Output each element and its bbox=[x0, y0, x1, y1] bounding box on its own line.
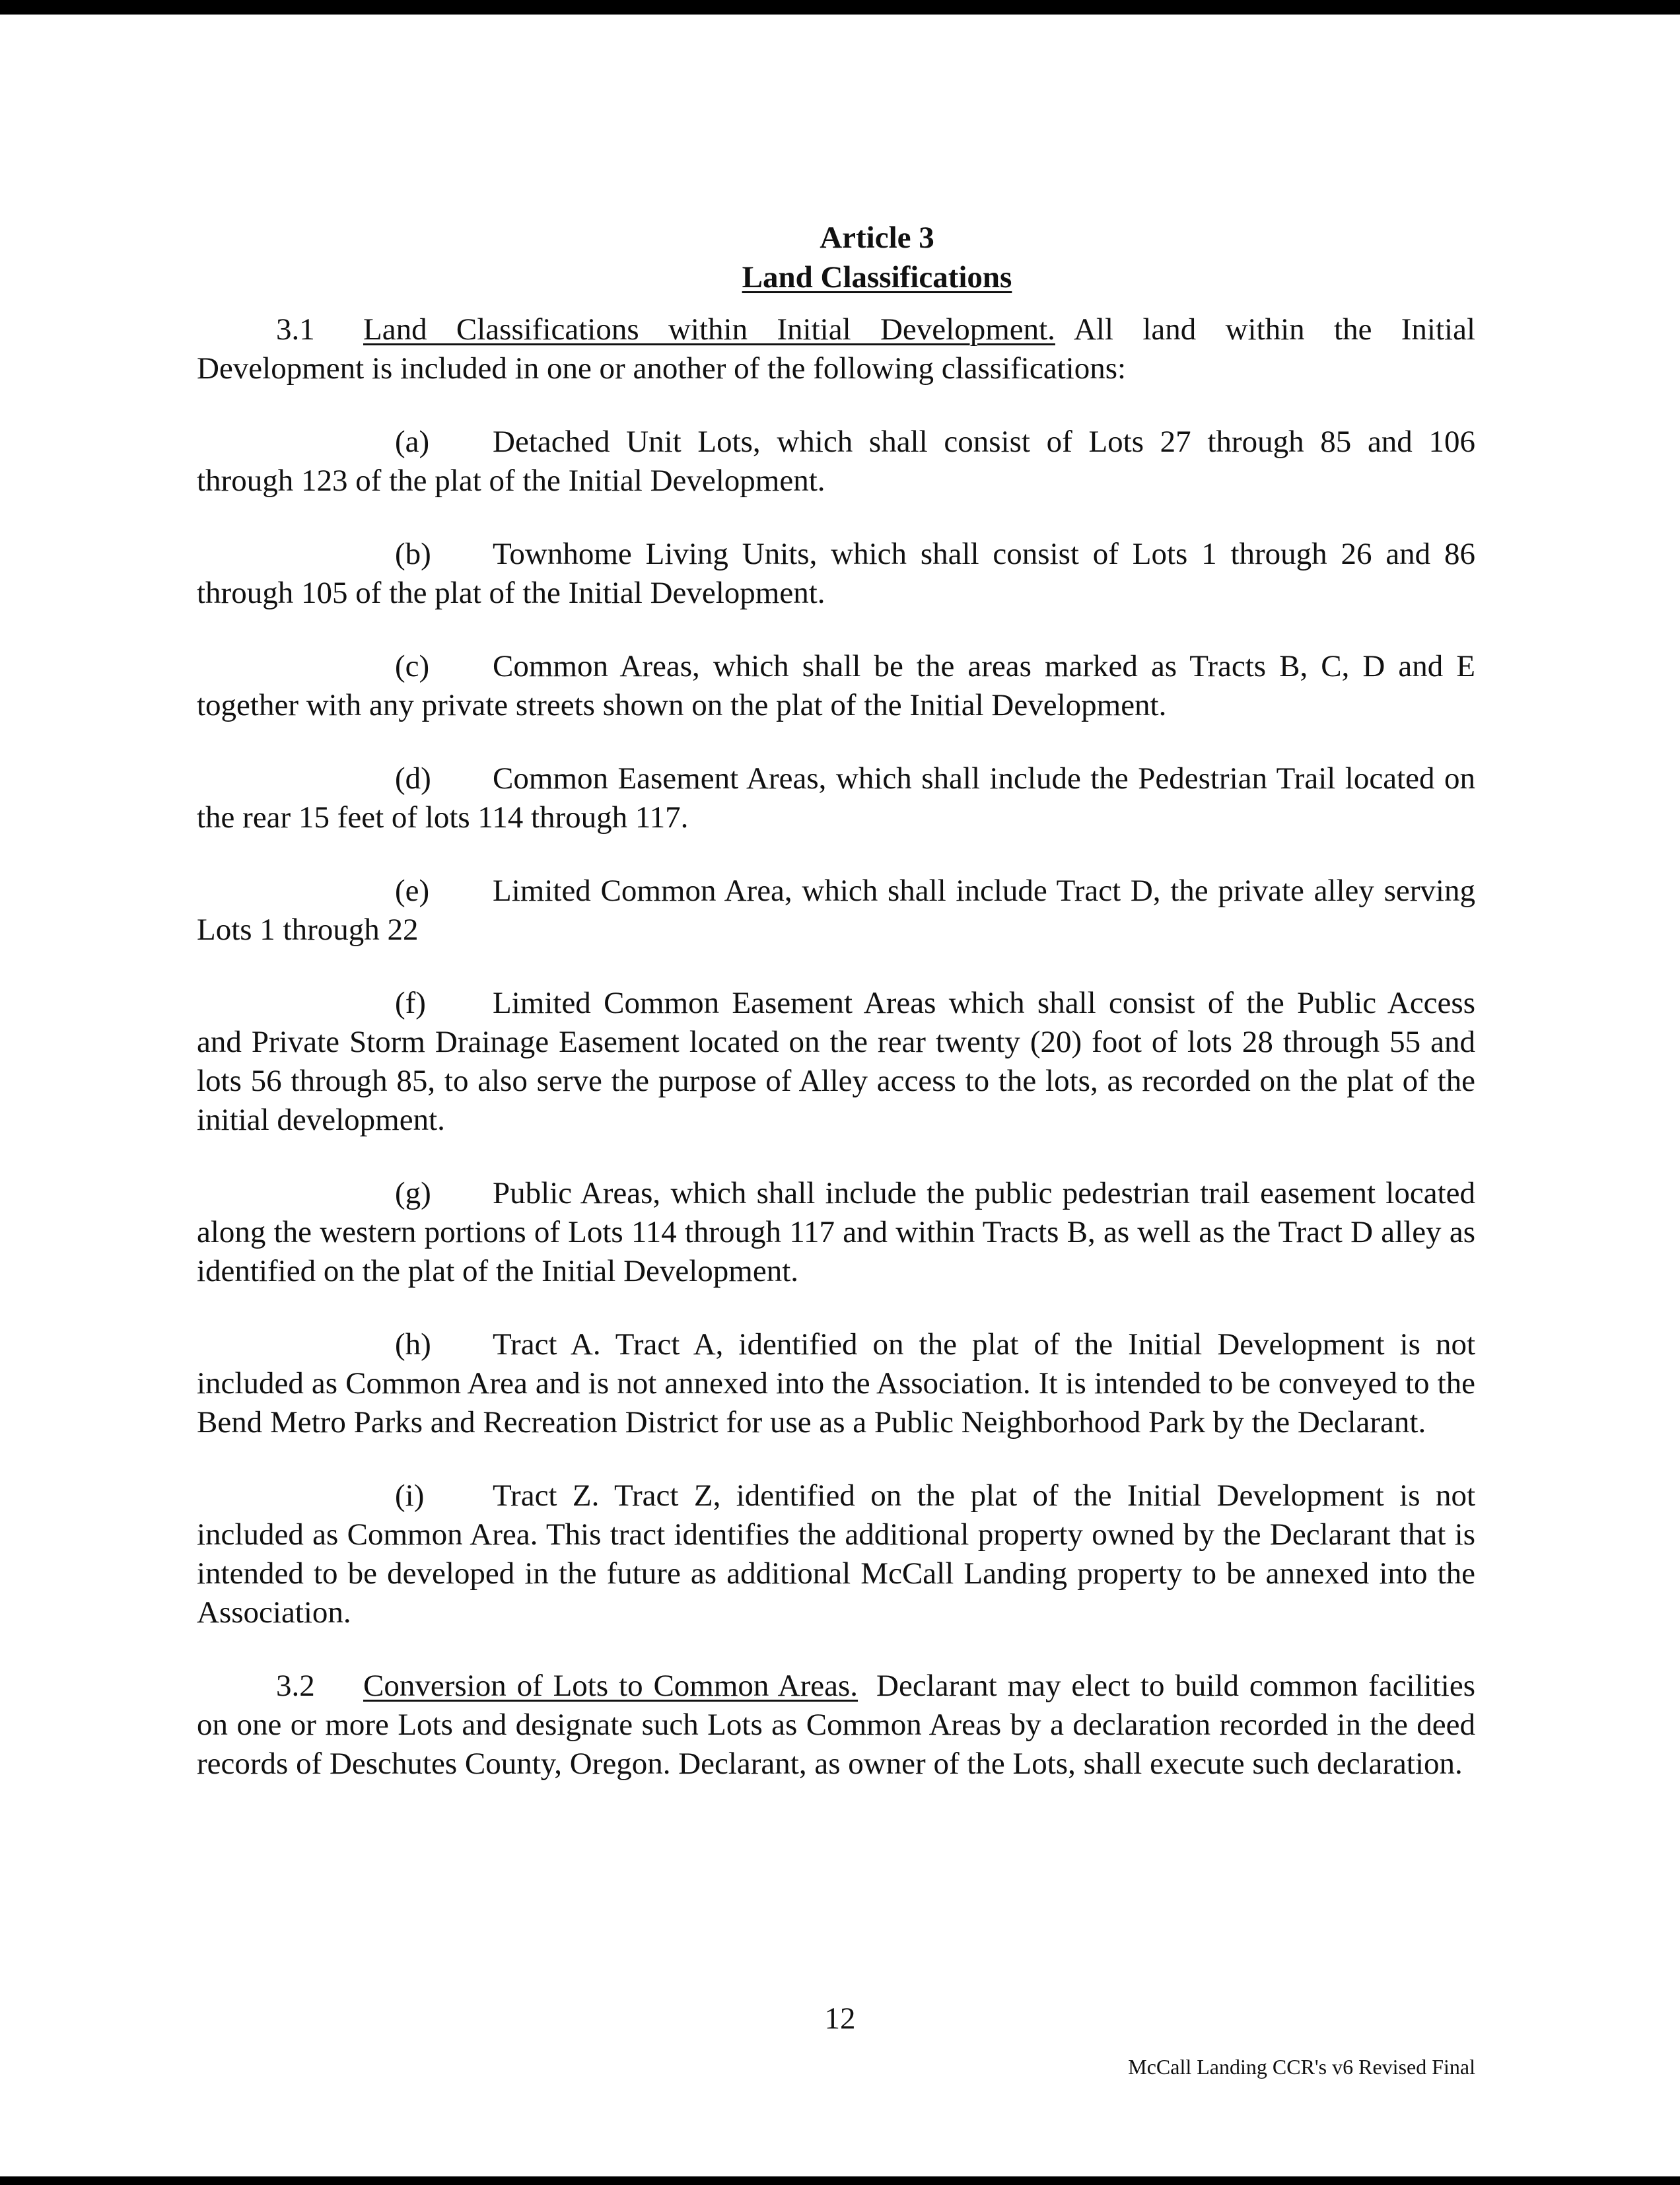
item-text: Detached Unit Lots, which shall consist of Lots 27 through 85 and 106 through 123 of the plat of the Initial Development. bbox=[197, 425, 1475, 498]
section-number: 3.1 bbox=[276, 312, 315, 347]
item-text: Public Areas, which shall include the public pedestrian trail easement located along the western portions of Lots 114 through 117 and within Tracts B, as well as the Tract D alley as identified on the plat of the Initial Development. bbox=[197, 1176, 1475, 1288]
item-text: Common Easement Areas, which shall include the Pedestrian Trail located on the rear 15 feet of lots 114 through 117. bbox=[197, 761, 1475, 835]
item-text: Tract Z. Tract Z, identified on the plat of the Initial Development is not included as Common Area. This tract identifies the additional property owned by the Declarant that is intended to be developed in the future as additional McCall Landing property to be annexed into the Association. bbox=[197, 1478, 1475, 1630]
item-text: Common Areas, which shall be the areas marked as Tracts B, C, D and E together with any private streets shown on the plat of the Initial Development. bbox=[197, 649, 1475, 722]
item-text: Limited Common Easement Areas which shall consist of the Public Access and Private Storm Drainage Easement located on the rear twenty (20) foot of lots 28 through 55 and lots 56 through 85, to also serve the purpose of Alley access to the lots, as recorded on the plat of the initial development. bbox=[197, 986, 1475, 1137]
article-heading bbox=[279, 218, 1475, 297]
document-page bbox=[197, 218, 1475, 1818]
scan-edge-bottom bbox=[0, 2176, 1680, 2185]
item-label: (c) bbox=[395, 649, 430, 683]
section-title: Land Classifications within Initial Development. bbox=[363, 312, 1055, 347]
item-b bbox=[197, 535, 1475, 613]
item-label: (e) bbox=[395, 874, 430, 908]
article-number: Article 3 bbox=[820, 221, 934, 255]
item-label: (f) bbox=[395, 986, 426, 1020]
item-c bbox=[197, 647, 1475, 725]
document-footer: McCall Landing CCR's v6 Revised Final bbox=[1128, 2055, 1475, 2079]
scan-edge-top bbox=[0, 0, 1680, 15]
item-label: (h) bbox=[395, 1327, 431, 1362]
item-f bbox=[197, 984, 1475, 1140]
section-text: All land within the Initial Development is included in one or another of the following classifications: bbox=[197, 312, 1475, 386]
section-3-1 bbox=[197, 310, 1475, 388]
article-title: Land Classifications bbox=[742, 260, 1012, 295]
item-text: Tract A. Tract A, identified on the plat of the Initial Development is not included as Common Area and is not annexed into the Association. It is intended to be conveyed to the Bend Metro Parks and Recreation District for use as a Public Neighborhood Park by the Declarant. bbox=[197, 1327, 1475, 1439]
section-3-2 bbox=[197, 1667, 1475, 1784]
item-a bbox=[197, 423, 1475, 501]
item-text: Townhome Living Units, which shall consist of Lots 1 through 26 and 86 through 105 of the plat of the Initial Development. bbox=[197, 537, 1475, 610]
item-label: (d) bbox=[395, 761, 431, 796]
section-number: 3.2 bbox=[276, 1669, 315, 1703]
item-d bbox=[197, 759, 1475, 837]
item-h bbox=[197, 1325, 1475, 1442]
item-i bbox=[197, 1476, 1475, 1632]
item-e bbox=[197, 872, 1475, 950]
item-g bbox=[197, 1174, 1475, 1291]
item-label: (a) bbox=[395, 425, 430, 459]
item-label: (i) bbox=[395, 1478, 425, 1513]
item-text: Limited Common Area, which shall include Tract D, the private alley serving Lots 1 through 22 bbox=[197, 874, 1475, 947]
section-text: Declarant may elect to build common facilities on one or more Lots and designate such Lots as Common Areas by a declaration recorded in the deed records of Deschutes County, Oregon. Declarant, as owner of the Lots, shall execute such declaration. bbox=[197, 1669, 1475, 1781]
item-label: (b) bbox=[395, 537, 431, 571]
section-title: Conversion of Lots to Common Areas. bbox=[363, 1669, 858, 1703]
page-number: 12 bbox=[824, 2001, 856, 2036]
item-label: (g) bbox=[395, 1176, 431, 1210]
